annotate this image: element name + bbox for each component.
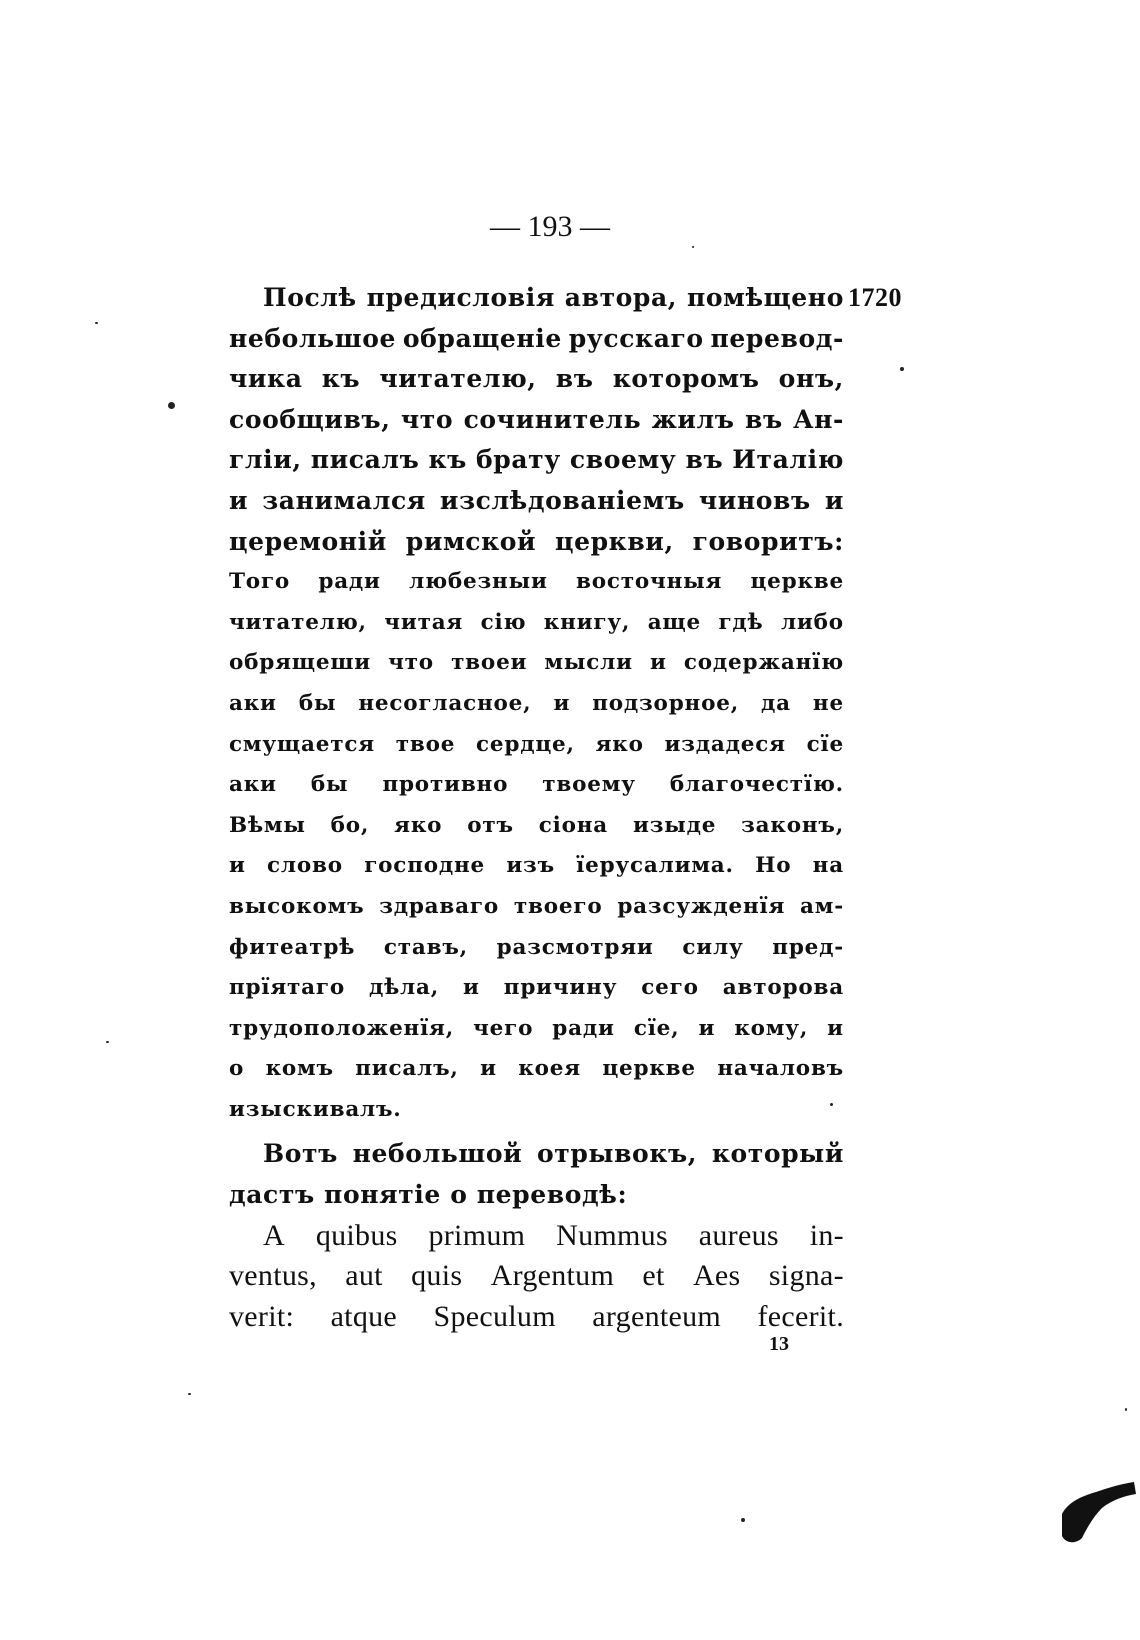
text-line: гліи, писалъ къ брату своему въ Италію [229, 445, 844, 475]
text-line: Того ради любезныи восточныя церкве [229, 569, 844, 595]
print-speck [95, 322, 98, 324]
print-speck [188, 1393, 191, 1395]
signature-mark: 13 [769, 1333, 789, 1355]
print-speck [1125, 1408, 1127, 1411]
text-line: прїятаго дѣла, и причину сего авторова [229, 975, 844, 1001]
text-line: и слово господне изъ їерусалима. Но на [229, 853, 844, 879]
text-line: A quibus primum Nummus aureus in- [263, 1218, 844, 1252]
text-line: аки бы несогласное, и подзорное, да не [229, 690, 844, 716]
print-speck [741, 1518, 745, 1522]
print-speck [900, 367, 904, 371]
text-line: смущается твое сердце, яко издадеся сїе [229, 731, 844, 757]
text-line: церемоній римской церкви, говоритъ: [229, 526, 844, 556]
text-line: и занимался изслѣдованіемъ чиновъ и [229, 485, 844, 515]
text-line: Вотъ небольшой отрывокъ, который [263, 1139, 844, 1169]
text-line: сообщивъ, что сочинитель жилъ въ Ан- [229, 404, 844, 434]
text-line: читателю, читая сію книгу, аще гдѣ либо [229, 609, 844, 635]
text-line: о комъ писалъ, и коея церкве началовъ [229, 1056, 844, 1082]
print-speck [168, 402, 175, 409]
text-line: фитеатрѣ ставъ, разсмотряи силу пред- [229, 934, 844, 960]
text-line: ventus, aut quis Argentum et Aes signa- [229, 1259, 844, 1293]
ink-blot [1058, 1478, 1138, 1548]
print-speck [692, 246, 694, 248]
text-line: высокомъ здраваго твоего разсужденїя ам- [229, 893, 844, 919]
text-line: аки бы противно твоему благочестїю. [229, 772, 844, 798]
body-text [229, 278, 844, 1337]
print-speck [830, 1103, 833, 1106]
text-line: чика къ читателю, въ которомъ онъ, [229, 364, 844, 394]
text-line: Послѣ предисловія автора, помѣщено [263, 283, 844, 312]
text-line: Вѣмы бо, яко отъ сіона изыде законъ, [229, 812, 844, 838]
text-line: изыскивалъ. [229, 1096, 402, 1122]
text-line: verit: atque Speculum argenteum fecerit. [229, 1299, 844, 1333]
margin-year-note: 1720 [848, 283, 902, 312]
text-line: дастъ понятіе о переводѣ: [229, 1180, 628, 1210]
print-speck [106, 1041, 109, 1043]
page-number: — 193 — [490, 210, 610, 243]
text-line: трудоположенїя, чего ради сїе, и кому, и [229, 1015, 844, 1041]
text-line: небольшое обращеніе русскаго перевод- [229, 323, 844, 353]
text-line: обрящеши что твоеи мысли и содержанїю [229, 650, 844, 676]
